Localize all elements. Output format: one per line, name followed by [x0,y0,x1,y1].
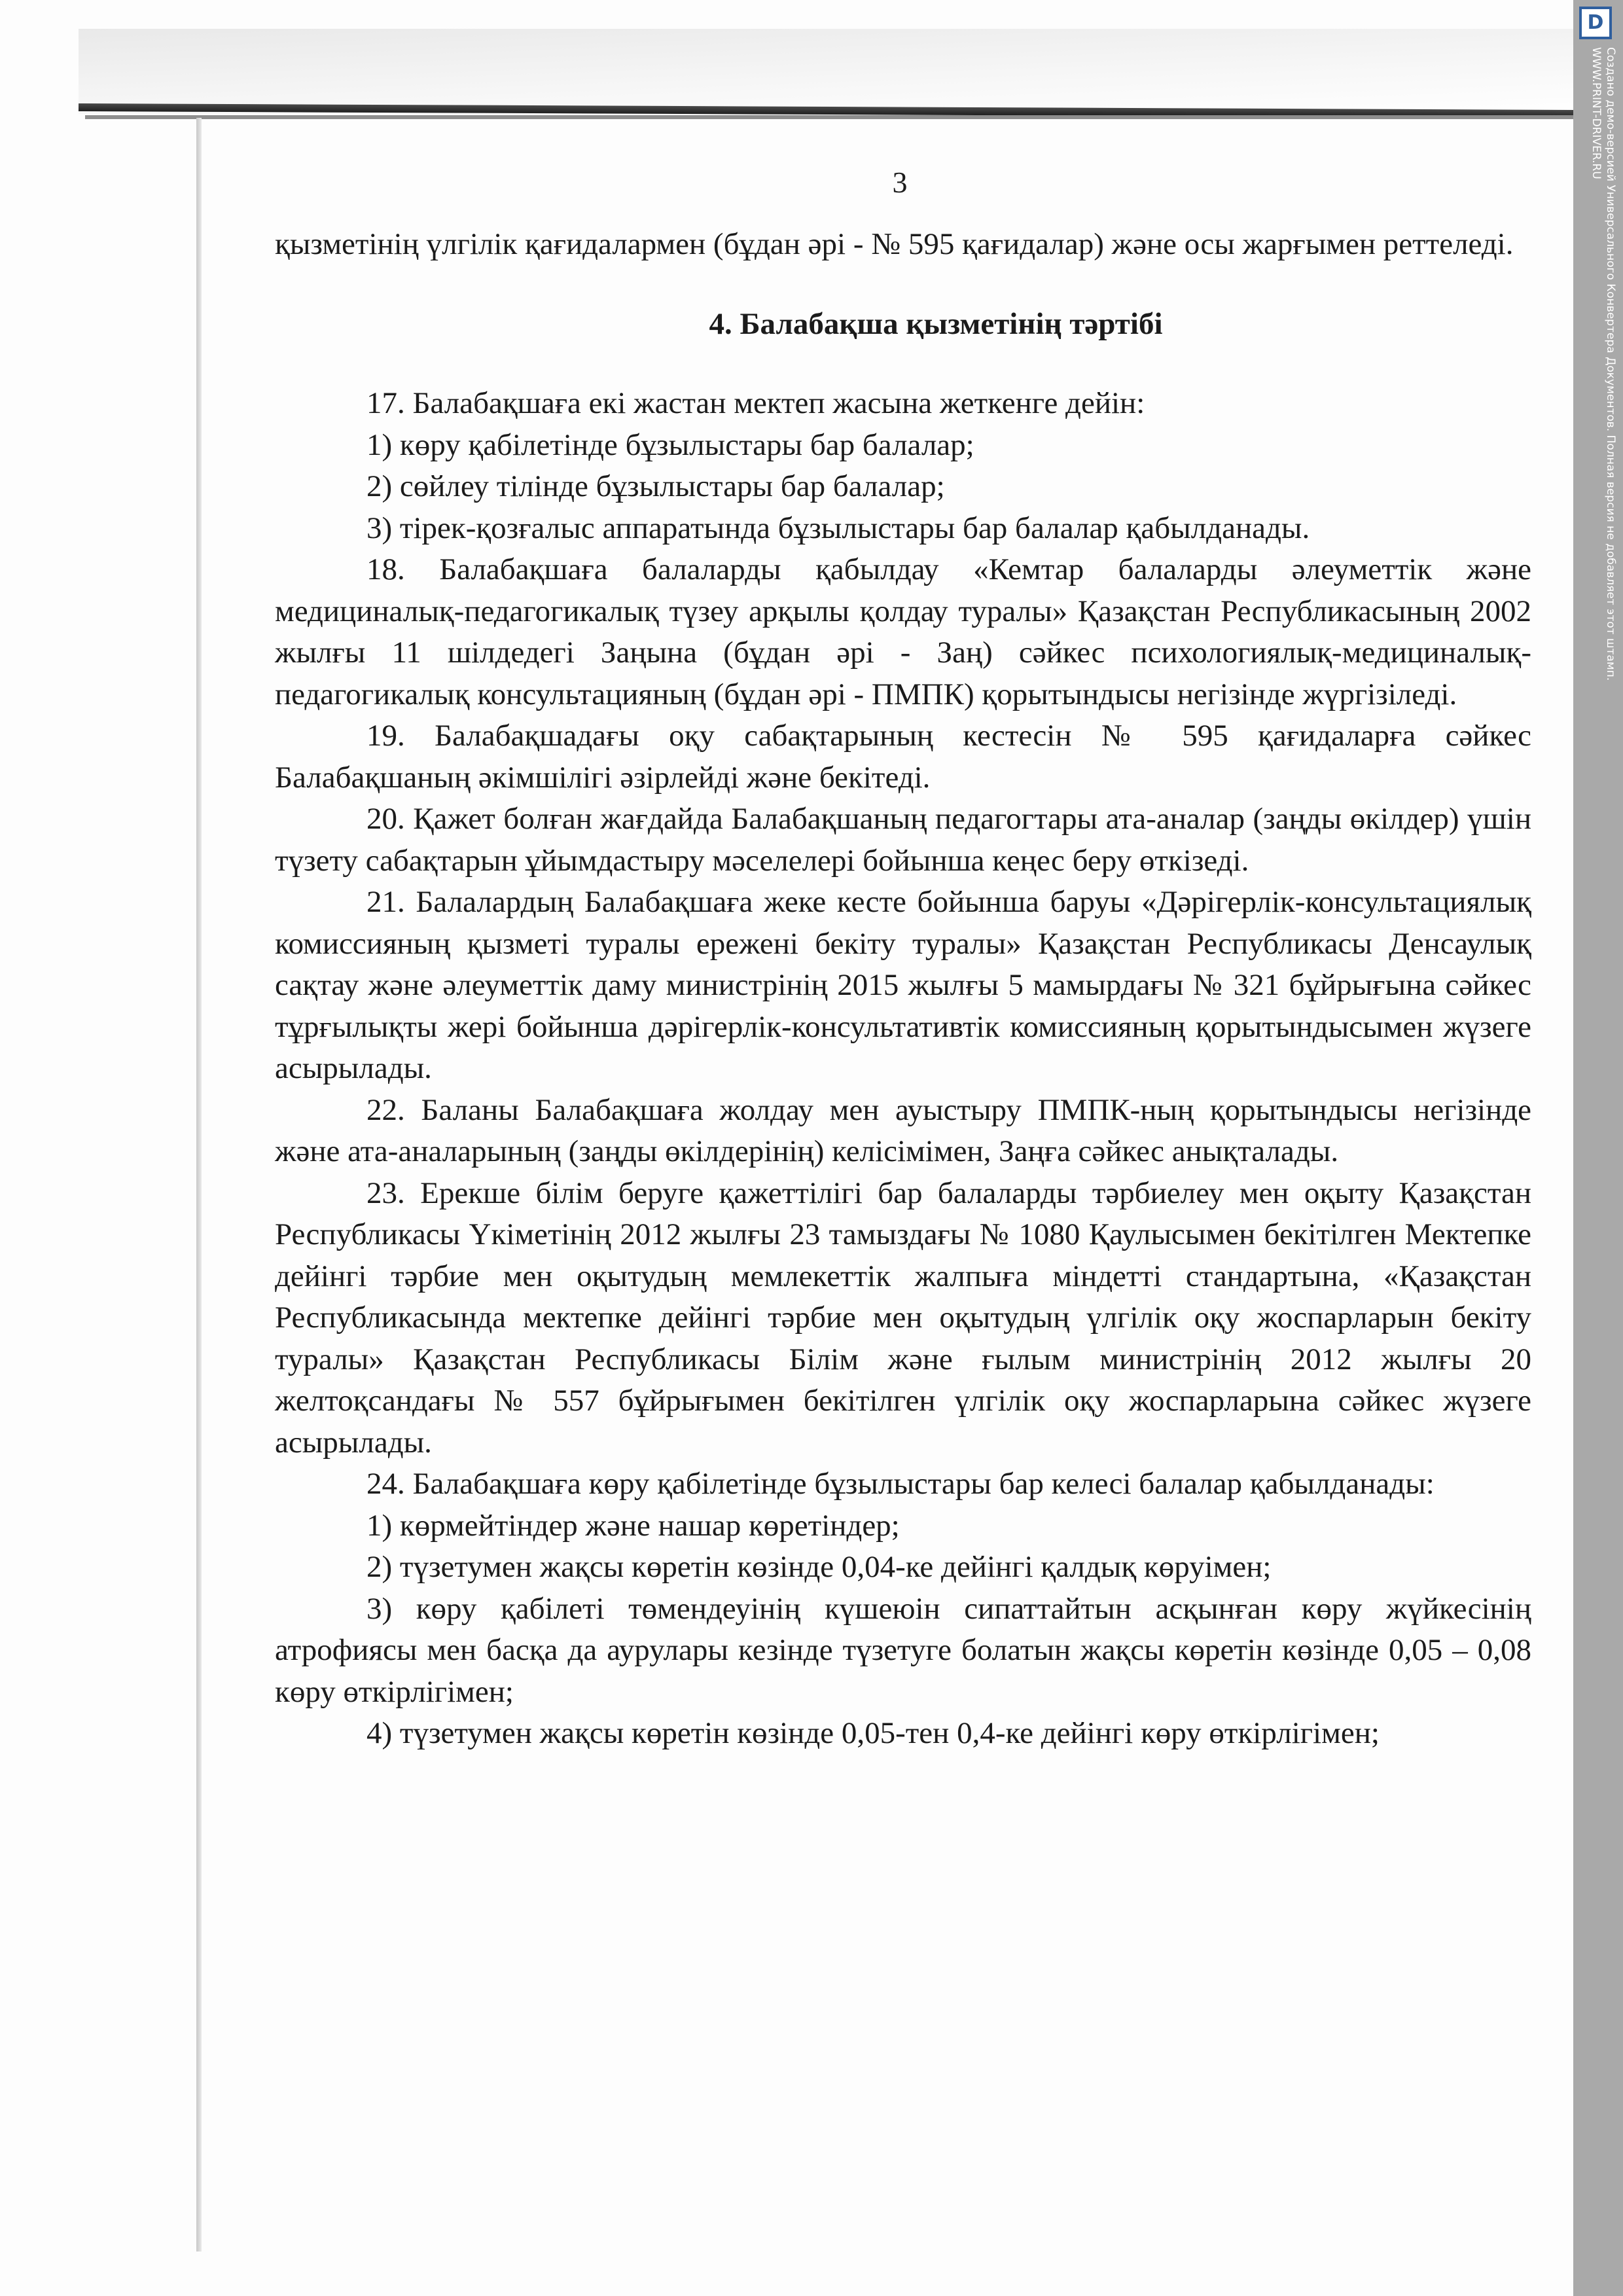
paragraph: 21. Балалардың Балабақшаға жеке кесте бойынша баруы «Дәрігерлік-консультациялық комиссияның қызметі туралы ережені бекіту туралы» Қазақстан Республикасы Денсаулық сақтау және әлеуметтік даму министрінің 2015 жылғы 5 мамырдағы № 321 бұйрығына сәйкес тұрғылықты жері бойынша дәрігерлік-консультативтік комиссияның қорытындысымен жүзеге асырылады. [275,885,1531,1085]
section-heading: 4. Балабақша қызметінің тәртібі [709,306,1163,341]
paragraph: 2) түзетумен жақсы көретін көзінде 0,04-ке дейінгі қалдық көруімен; [366,1550,1272,1584]
paragraph: 2) сөйлеу тілінде бұзылыстары бар балалар; [366,469,945,503]
paragraph: 19. Балабақшадағы оқу сабақтарының кестесін № 595 қағидаларға сәйкес Балабақшаның әкімшілігі әзірлейді және бекітеді. [275,719,1531,795]
paragraph: 23. Ерекше білім беруге қажеттілігі бар балаларды тәрбиелеу мен оқыту Қазақстан Республикасы Үкіметінің 2012 жылғы 23 тамыздағы № 1080 Қаулысымен бекітілген Мектепке дейінгі тәрбие мен оқытудың мемлекеттік жалпыға міндетті стандартына, «Қазақстан Республикасында мектепке дейінгі тәрбие мен оқытудың үлгілік оқу жоспарларын бекіту туралы» Қазақстан Республикасы Білім және ғылым министрінің 2012 жылғы 20 желтоқсандағы № 557 бұйрығымен бекітілген үлгілік оқу жоспарларына сәйкес жүзеге асырылады. [275,1175,1531,1460]
watermark-url: WWW.PRINT-DRIVER.RU [1590,47,1603,179]
paragraph: 4) түзетумен жақсы көретін көзінде 0,05-тен 0,4-ке дейінгі көру өткірлігімен; [366,1716,1380,1750]
scan-edge-line-secondary [85,115,1573,119]
converter-logo-icon: D [1579,7,1612,39]
page-number: 3 [892,166,908,199]
watermark-text [1589,47,1618,767]
watermark-line: Создано демо-версией Универсального Конвертера Документов. Полная версия не добавляет этот штамп. [1604,47,1617,681]
paragraph: 3) тірек-қозғалыс аппаратында бұзылыстары бар балалар қабылданады. [366,511,1310,545]
paragraph: 24. Балабақшаға көру қабілетінде бұзылыстары бар келесі балалар қабылданады: [366,1467,1435,1501]
opening-paragraph: қызметінің үлгілік қағидалармен (бұдан әрі - № 595 қағидалар) және осы жарғымен реттеледі. [275,227,1514,261]
document-body [275,224,1531,1755]
paragraph: 17. Балабақшаға екі жастан мектеп жасына жеткенге дейін: [366,386,1145,420]
paragraph: 1) көрмейтіндер және нашар көретіндер; [366,1508,900,1543]
paragraph: 22. Баланы Балабақшаға жолдау мен ауыстыру ПМПК-ның қорытындысы негізінде және ата-аналарының (заңды өкілдерінің) келісімімен, Заңға сәйкес анықталады. [275,1092,1531,1168]
paragraph: 3) көру қабілеті төмендеуінің күшеюін сипаттайтын асқынған көру жүйкесінің атрофиясы мен басқа да аурулары кезінде түзетуге болатын жақсы көретін көзінде 0,05 – 0,08 көру өткірлігімен; [275,1591,1531,1709]
scan-shadow-band [79,29,1573,114]
paragraph: 18. Балабақшаға балаларды қабылдау «Кемтар балаларды әлеуметтік және медициналық-педагогикалық түзеу арқылы қолдау туралы» Қазақстан Республикасының 2002 жылғы 11 шілдедегі Заңына (бұдан әрі - Заң) сәйкес психологиялық-медициналық-педагогикалық консультацияның (бұдан әрі - ПМПК) қорытындысы негізінде жүргізіледі. [275,552,1531,711]
paragraph: 20. Қажет болған жағдайда Балабақшаның педагогтары ата-аналар (заңды өкілдер) үшін түзету сабақтарын ұйымдастыру мәселелері бойынша кеңес беру өткізеді. [275,802,1531,878]
scan-binding-edge [196,118,202,2251]
paragraph: 1) көру қабілетінде бұзылыстары бар балалар; [366,427,974,462]
